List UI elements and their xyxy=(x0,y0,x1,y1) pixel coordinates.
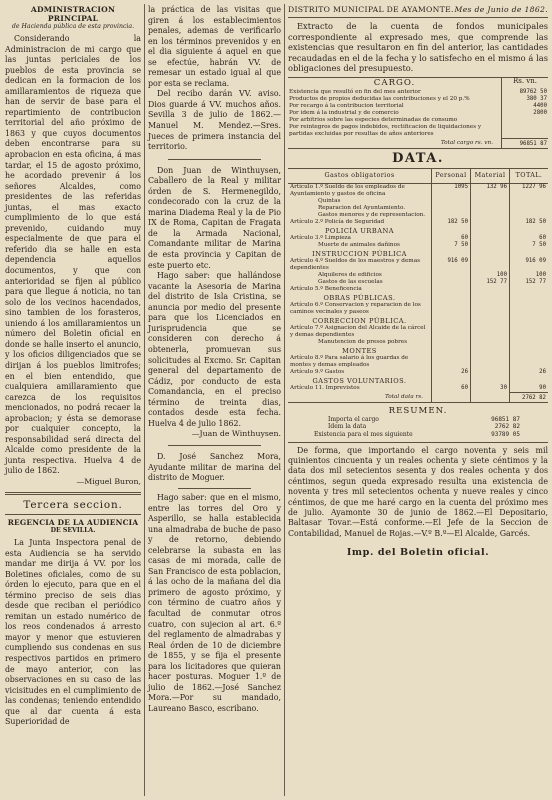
resumen-title: RESUMEN. xyxy=(388,405,448,416)
data-row-total: 182 50 xyxy=(510,219,549,226)
data-row xyxy=(288,219,548,226)
column-2 xyxy=(148,0,281,800)
resumen-label: Importa el cargo xyxy=(328,415,379,423)
cargo-row-label: Productos de propios deducidas las contribuciones y el 20 p.% xyxy=(289,95,470,102)
data-total-label: Total data rs. xyxy=(384,394,423,401)
data-row-personal xyxy=(432,355,471,369)
printer-footer: Imp. del Boletin oficial. xyxy=(346,547,490,559)
data-row-label: Alquileres de edificios xyxy=(318,271,382,278)
audiencia-notice: La Junta Inspectora penal de esta Audiencia se ha servido mandar me dirija á VV. por los Boletines oficiales, como de su órden lo ejecuto, para que en el término preciso de seis dias desde que reciban el periódico remitan un estado numérico de los reos condenados á arresto mayor y menor que estuvieren cumpliendo sus condenas en sus respectivos partidos en primero de mayo anterior, con las observaciones en su caso de las vicisitudes en el cumplimiento de las condenas; teniendo entendido que al dar cuenta á esta Superioridad de xyxy=(5,537,141,727)
data-row-total xyxy=(510,205,549,212)
data-row-personal xyxy=(432,302,471,316)
district-name: DISTRITO MUNICIPAL DE AYAMONTE. xyxy=(288,5,454,14)
cargo-row xyxy=(288,89,548,96)
data-row-total: 26 xyxy=(510,369,549,376)
data-row-material: 100 xyxy=(471,272,510,279)
data-row-material xyxy=(471,212,510,219)
data-row-personal: 1095 xyxy=(432,183,471,198)
data-row-material xyxy=(471,235,510,242)
data-table xyxy=(288,168,548,403)
data-row-label: Artículo 2.º Policía de Seguridad xyxy=(290,218,385,225)
data-header-material: Material xyxy=(471,168,510,183)
data-row-material xyxy=(471,339,510,346)
administration-subheader: de Hacienda pública de esta provincia. xyxy=(11,23,135,30)
divider xyxy=(178,488,251,489)
data-row xyxy=(288,235,548,242)
data-row-label: Artículo 9.º Gastos xyxy=(290,368,345,375)
data-category-label: GASTOS VOLUNTARIOS. xyxy=(312,376,407,385)
divider xyxy=(168,445,261,446)
data-row-personal xyxy=(432,325,471,339)
data-row-label: Gastos de las escuelas xyxy=(318,278,383,285)
data-row-personal xyxy=(432,286,471,293)
district-header xyxy=(288,5,548,14)
data-row-total: 916 09 xyxy=(510,258,549,272)
data-row-personal: 916 09 xyxy=(432,258,471,272)
data-row-material xyxy=(471,219,510,226)
column-rule xyxy=(284,4,285,796)
data-row xyxy=(288,272,548,279)
data-row xyxy=(288,385,548,393)
data-row-personal xyxy=(432,212,471,219)
cargo-row-value xyxy=(502,124,549,138)
divider xyxy=(288,442,548,443)
data-row xyxy=(288,355,548,369)
data-row-personal: 7 50 xyxy=(432,242,471,249)
divider xyxy=(168,159,261,160)
cargo-total-label: Total cargo rs. vn. xyxy=(440,140,493,147)
audiencia-continuation: la práctica de las visitas que giren á los establecimientos penales, ademas de verificarlo en los términos prevenidos y en el dia siguiente á aquel en que se efectúe, habrán VV. de remesar un estado igual al que por esta se reclama. xyxy=(148,5,281,88)
data-row-label: Artículo 5.º Beneficencia xyxy=(290,285,362,292)
data-category-label: MONTES xyxy=(342,346,377,355)
cargo-unit: Rs. vn. xyxy=(502,77,549,89)
resumen-label: Idem la data xyxy=(328,423,367,431)
cargo-row xyxy=(288,110,548,117)
cargo-row-label: Por reintegros de pagos indebidos, rectificacion de liquidaciones y partidas excluidas por resultas de años anteriores xyxy=(289,124,482,138)
resumen-row xyxy=(314,416,522,424)
data-row-label: Artículo 11. Imprevistos xyxy=(290,384,360,391)
cargo-row xyxy=(288,124,548,138)
data-row-total xyxy=(510,286,549,293)
data-row-material xyxy=(471,242,510,249)
data-row-label: Artículo 4.º Sueldos de los maestros y demas dependientes xyxy=(290,257,421,271)
cargo-row xyxy=(288,103,548,110)
data-category-row xyxy=(288,293,548,302)
column-1 xyxy=(5,0,141,800)
data-row-total xyxy=(510,355,549,369)
resumen-table xyxy=(314,416,522,439)
cargo-total: 96851 87 xyxy=(502,138,549,148)
data-row xyxy=(288,339,548,346)
data-category-row xyxy=(288,316,548,325)
data-row xyxy=(288,302,548,316)
data-row-total xyxy=(510,198,549,205)
data-row xyxy=(288,212,548,219)
data-row-personal xyxy=(432,205,471,212)
audiencia-subheader: DE SEVILLA. xyxy=(50,526,96,534)
data-category-label: OBRAS PÚBLICAS. xyxy=(323,293,396,302)
cargo-row-label: Por recargo á la contribucion territorial xyxy=(289,102,404,109)
data-title: DATA. xyxy=(392,150,444,166)
data-row-material xyxy=(471,258,510,272)
data-row xyxy=(288,286,548,293)
marina-signature: —Juan de Winthuysen. xyxy=(191,429,281,439)
cargo-title: CARGO. xyxy=(373,77,416,88)
data-category-label: CORRECCION PÚBLICA. xyxy=(312,316,407,325)
cargo-row-value: 2800 xyxy=(502,110,549,117)
administration-signature: —Miguel Buron, xyxy=(76,476,141,486)
data-category-label: INSTRUCCION PÚBLICA xyxy=(312,249,407,258)
data-row-material xyxy=(471,369,510,376)
resumen-value: 93789 05 xyxy=(491,431,520,439)
data-row xyxy=(288,183,548,198)
column-3 xyxy=(288,0,548,800)
data-row-personal: 26 xyxy=(432,369,471,376)
data-header-personal: Personal xyxy=(432,168,471,183)
marina-header-notice: Don Juan de Winthuysen, Caballero de la Real y militar órden de S. Hermenegildo, condecorado con la cruz de la marina Diadema Real y la de Pio IX de Roma, Capitan de Fragata de la Armada Nacional, Comandante militar de Marina de esta provincia y Capitan de este puerto etc. xyxy=(148,165,281,270)
data-row-personal: 182 50 xyxy=(432,219,471,226)
cargo-row-label: Por idem á la industrial y de comercio xyxy=(289,109,399,116)
audiencia-header: REGENCIA DE LA AUDIENCIA xyxy=(7,517,139,527)
data-row-material xyxy=(471,302,510,316)
closing-statement: De forma, que importando el cargo noventa y seis mil quinientos cincuenta y un reales ochenta y siete céntimos y la data dos mil setecientos sesenta y dos reales ochenta y dos céntimos, segun queda expresado resulta una existencia de noventa y tres mil setecientos ochenta y nueve reales y cinco céntimos, de que me haré cargo en la cuenta del próximo mes de julio. Ayamonte 30 de junio de 1862.—El Depositario, Baltasar Tovar.—Está conforme.—El Jefe de la Seccion de Contabilidad, Manuel de Rojas.—V.º B.º—El Alcalde, Garcés. xyxy=(288,445,548,538)
data-category-row xyxy=(288,226,548,235)
cargo-row xyxy=(288,117,548,124)
data-row-personal: 60 xyxy=(432,385,471,393)
data-category-row xyxy=(288,376,548,385)
cargo-row-value: 89762 50 xyxy=(502,89,549,96)
section-title: Tercera seccion. xyxy=(23,498,123,511)
cargo-row-value xyxy=(502,117,549,124)
data-header-gastos: Gastos obligatorios xyxy=(288,168,432,183)
data-row-personal xyxy=(432,279,471,286)
district-month: Mes de Junio de 1862. xyxy=(454,5,548,14)
audiencia-closing: Del recibo darán VV. aviso. Dios guarde á VV. muchos años. Sevilla 3 de julio de 1862.—Manuel M. Mendez.—Sres. Jueces de primera instancia del territorio. xyxy=(148,89,281,152)
data-row-label: Gastos menores y de representacion. xyxy=(318,211,426,218)
data-row-total: 100 xyxy=(510,272,549,279)
divider xyxy=(5,514,141,515)
resumen-value: 2762 82 xyxy=(494,423,520,431)
data-row-material xyxy=(471,205,510,212)
data-row xyxy=(288,258,548,272)
data-row-personal xyxy=(432,272,471,279)
data-row xyxy=(288,198,548,205)
data-row-total xyxy=(510,339,549,346)
data-row-total xyxy=(510,212,549,219)
resumen-value: 96851 87 xyxy=(491,415,520,423)
data-row-total: 90 xyxy=(510,385,549,393)
marina-notice: Hago saber: que hallándose vacante la Asesoria de Marina del distrito de Isla Cristina, se anuncia por medio del presente para que los Licenciados en Jurisprudencia que se consideren con derecho á obtenerla, promuevan sus solicitudes al Excmo. Sr. Capitan general del departamento de Cádiz, por conducto de esta Comandancia, en el preciso término de treinta dias, contados desde esta fecha. Huelva 4 de julio 1862. xyxy=(148,271,281,428)
data-row-material: 132 96 xyxy=(471,183,510,198)
data-row xyxy=(288,369,548,376)
administration-notice: Considerando la Administracion de mi cargo que las juntas periciales de los pueblos de esta provincia se dedican en la formacion de los amillaramientos de riqueza que han de servir de base para el repartimiento de contribucion territorial del año próximo de 1863 y que cuyos documentos deben encontrarse para su aprobacion en esta oficina, á mas tardar, el 15 de agosto próximo, he acordado prevenir á los señores Alcaldes, como presidentes de las referidas juntas, el mas exacto cumplimiento de lo que está prevenido, cuidando muy especialmente de que para el referido dia se halle en esta dependencia aquellos documentos, y que con anterioridad se fijen al público para que llegue á noticia, no tan solo de los vecinos hacendados, sino tambien de los forasteros, uniendo á los amillaramientos un número del Boletin oficial en donde se halle inserto el anuncio, y los oficios diligenciados que se dirijan á los pueblos limitrofes; en el bien entendido, que cualquiera amillaramiento que carezca de los requisitos mencionados, no podrá recaer la aprobacion; y ésta se demorase por cualquier concepto, la responsabilidad será directa del Alcalde como presidente de la junta respectiva. Huelva 4 de julio de 1862. xyxy=(5,34,141,476)
data-row-material: 30 xyxy=(471,385,510,393)
data-row-total xyxy=(510,325,549,339)
data-row-label: Artículo 1.º Sueldo de los empleados de Ayuntamiento y gastos de oficina xyxy=(290,183,405,197)
data-row-label: Manutencion de presos pobres xyxy=(318,338,408,345)
data-row-label: Artículo 8.º Para salario á los guardas de montes y demas empleados xyxy=(290,354,409,368)
data-row xyxy=(288,205,548,212)
data-row-total xyxy=(510,302,549,316)
data-total: 2762 82 xyxy=(510,392,549,402)
cargo-table xyxy=(288,77,548,149)
divider xyxy=(288,17,548,18)
data-row-personal xyxy=(432,198,471,205)
data-category-label: POLICÍA URBANA xyxy=(325,226,394,235)
data-category-row xyxy=(288,346,548,355)
administration-header: ADMINISTRACION PRINCIPAL xyxy=(30,5,116,23)
moguer-notice: Hago saber: que en el mismo, entre las torres del Oro y Asperillo, se halla establecida una almadraba de buche de paso y de retorno, debiendo celebrarse la subasta en las casas de mi morada, calle de San Francisco de esta poblacion, á las ocho de la mañana del dia primero de agosto próximo, y con término de cuatro años y facultad de conmutar otros cuatro, con sujecion al art. 6.º del reglamento de almadrabas y Real órden de 10 de diciembre de 1855, y se fija el presente para los licitadores que quieran hacer posturas. Moguer 1.º de julio de 1862.—José Sanchez Mora.—Por su mandado, Laureano Basco, escribano. xyxy=(148,492,281,713)
data-row xyxy=(288,279,548,286)
data-row-personal: 60 xyxy=(432,235,471,242)
cargo-row-label: Por arbitrios sobre las especies determinadas de consumo xyxy=(289,116,458,123)
data-row-total: 152 77 xyxy=(510,279,549,286)
data-row-label: Quintas xyxy=(318,197,341,204)
cargo-row xyxy=(288,96,548,103)
data-row-material xyxy=(471,286,510,293)
resumen-label: Existencia para el mes siguiente xyxy=(314,431,413,439)
data-row-label: Muerte de animales dañinos xyxy=(318,241,400,248)
moguer-header-notice: D. José Sanchez Mora, Ayudante militar de marina del distrito de Moguer. xyxy=(148,452,281,483)
data-row-label: Artículo 3.º Limpieza xyxy=(290,234,351,241)
data-header-total: TOTAL. xyxy=(510,168,549,183)
cargo-row-value: 380 37 xyxy=(502,96,549,103)
data-row-personal xyxy=(432,339,471,346)
data-row-label: Artículo 6.º Conservacion y reparacion de los caminos vecinales y paseos xyxy=(290,301,421,315)
data-row-material xyxy=(471,355,510,369)
cargo-row-value: 4400 xyxy=(502,103,549,110)
column-rule xyxy=(144,4,145,796)
data-row-total: 60 xyxy=(510,235,549,242)
extract-intro: Extracto de la cuenta de fondos municipales correspondiente al expresado mes, que comprende las existencias que resultaron en fin del anterior, las cantidades recaudadas en el de la fecha y lo satisfecho en el mismo á las obligaciones del presupuesto. xyxy=(288,21,548,73)
data-row-material xyxy=(471,325,510,339)
data-row-label: Reparacion del Ayuntamiento. xyxy=(318,204,406,211)
divider xyxy=(5,492,141,495)
data-category-row xyxy=(288,249,548,258)
data-row-label: Artículo 7.º Asignacion del Alcaide de la cárcel y demas dependientes xyxy=(290,324,426,338)
resumen-row xyxy=(314,431,522,439)
resumen-row xyxy=(314,423,522,431)
data-row xyxy=(288,325,548,339)
data-row-material xyxy=(471,198,510,205)
data-row xyxy=(288,242,548,249)
data-row-total: 1227 96 xyxy=(510,183,549,198)
data-row-total: 7 50 xyxy=(510,242,549,249)
cargo-row-label: Existencia que resultó en fin del mes anterior xyxy=(289,88,421,95)
data-row-material: 152 77 xyxy=(471,279,510,286)
